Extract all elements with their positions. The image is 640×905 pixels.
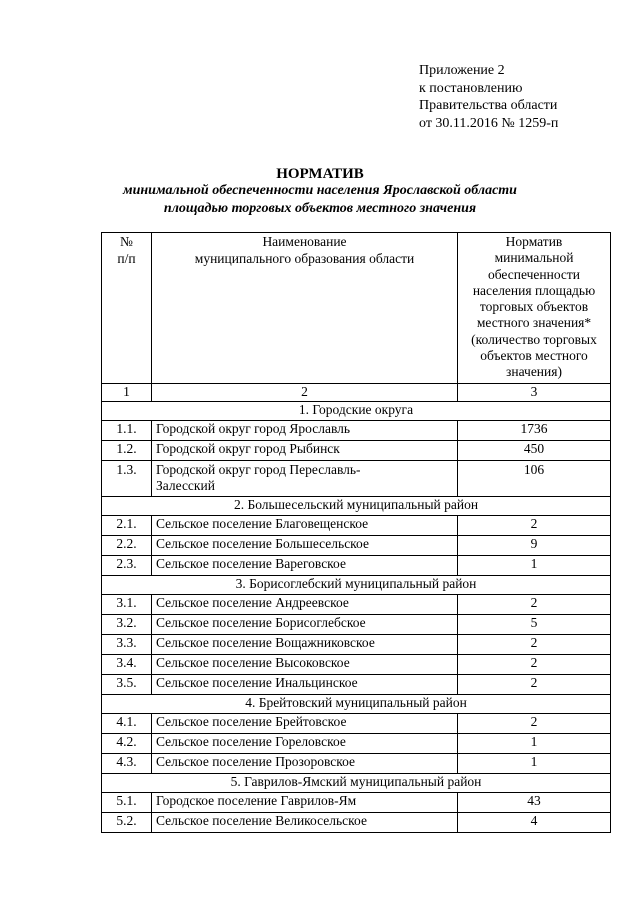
row-municipality: Городской округ город Ярославль xyxy=(152,420,458,440)
row-normative-value: 2 xyxy=(458,674,611,694)
row-number: 4.3. xyxy=(102,753,152,773)
row-municipality: Сельское поселение Вареговское xyxy=(152,555,458,575)
table-row xyxy=(102,634,611,654)
row-municipality: Сельское поселение Высоковское xyxy=(152,654,458,674)
column-number: 1 xyxy=(102,383,152,401)
table-row xyxy=(102,594,611,614)
section-row xyxy=(102,496,611,515)
document-subtitle: площадью торговых объектов местного значения xyxy=(163,201,477,216)
table-row xyxy=(102,555,611,575)
table-row xyxy=(102,614,611,634)
row-normative-value: 43 xyxy=(458,792,611,812)
row-number: 2.1. xyxy=(102,515,152,535)
section-title: 2. Большесельский муниципальный район xyxy=(102,496,611,515)
row-municipality: Сельское поселение Борисоглебское xyxy=(152,614,458,634)
row-municipality: Сельское поселение Прозоровское xyxy=(152,753,458,773)
row-normative-value: 106 xyxy=(458,460,611,496)
row-normative-value: 2 xyxy=(458,594,611,614)
row-normative-value: 4 xyxy=(458,812,611,832)
row-municipality: Городское поселение Гаврилов-Ям xyxy=(152,792,458,812)
normative-table xyxy=(101,232,611,833)
row-normative-value: 2 xyxy=(458,515,611,535)
row-normative-value: 1 xyxy=(458,753,611,773)
table-row xyxy=(102,515,611,535)
section-title: 3. Борисоглебский муниципальный район xyxy=(102,575,611,594)
row-normative-value: 1736 xyxy=(458,420,611,440)
document-subtitle: минимальной обеспеченности населения Ярославской области xyxy=(123,183,517,198)
document-title: НОРМАТИВ xyxy=(276,166,364,182)
row-normative-value: 2 xyxy=(458,634,611,654)
row-normative-value: 1 xyxy=(458,733,611,753)
table-row xyxy=(102,713,611,733)
row-number: 1.3. xyxy=(102,460,152,496)
row-normative-value: 450 xyxy=(458,440,611,460)
appendix-block xyxy=(419,62,558,132)
row-municipality: Городской округ город Рыбинск xyxy=(152,440,458,460)
row-municipality: Городской округ город Переславль- Залесский xyxy=(152,460,458,496)
row-number: 1.1. xyxy=(102,420,152,440)
section-row xyxy=(102,401,611,420)
section-row xyxy=(102,773,611,792)
table-row xyxy=(102,654,611,674)
row-normative-value: 9 xyxy=(458,535,611,555)
row-number: 5.2. xyxy=(102,812,152,832)
appendix-line: от 30.11.2016 № 1259-п xyxy=(419,115,559,131)
row-number: 5.1. xyxy=(102,792,152,812)
column-numbers-row xyxy=(102,383,611,401)
table-row xyxy=(102,535,611,555)
table-row xyxy=(102,812,611,832)
row-number: 3.5. xyxy=(102,674,152,694)
column-number: 3 xyxy=(458,383,611,401)
row-number: 4.2. xyxy=(102,733,152,753)
row-number: 1.2. xyxy=(102,440,152,460)
row-normative-value: 1 xyxy=(458,555,611,575)
header-number: № п/п xyxy=(102,233,152,384)
row-number: 4.1. xyxy=(102,713,152,733)
header-municipality: Наименование муниципального образования области xyxy=(152,233,458,384)
row-municipality: Сельское поселение Большесельское xyxy=(152,535,458,555)
row-municipality: Сельское поселение Благовещенское xyxy=(152,515,458,535)
table-header-row xyxy=(102,233,611,384)
row-normative-value: 5 xyxy=(458,614,611,634)
row-number: 3.2. xyxy=(102,614,152,634)
table-row xyxy=(102,460,611,496)
table-row xyxy=(102,420,611,440)
header-normative: Норматив минимальной обеспеченности населения площадью торговых объектов местного значения* (количество торговых объектов местного значения) xyxy=(458,233,611,384)
row-number: 3.1. xyxy=(102,594,152,614)
row-municipality: Сельское поселение Брейтовское xyxy=(152,713,458,733)
table-row xyxy=(102,674,611,694)
appendix-line: Правительства области xyxy=(419,98,558,113)
row-number: 3.3. xyxy=(102,634,152,654)
table-row xyxy=(102,440,611,460)
row-municipality: Сельское поселение Вощажниковское xyxy=(152,634,458,654)
column-number: 2 xyxy=(152,383,458,401)
row-municipality: Сельское поселение Андреевское xyxy=(152,594,458,614)
row-normative-value: 2 xyxy=(458,713,611,733)
table-row xyxy=(102,733,611,753)
row-municipality: Сельское поселение Великосельское xyxy=(152,812,458,832)
section-row xyxy=(102,575,611,594)
section-title: 1. Городские округа xyxy=(102,401,611,420)
row-number: 2.2. xyxy=(102,535,152,555)
row-number: 2.3. xyxy=(102,555,152,575)
appendix-line: Приложение 2 xyxy=(419,63,505,78)
row-normative-value: 2 xyxy=(458,654,611,674)
section-title: 5. Гаврилов-Ямский муниципальный район xyxy=(102,773,611,792)
row-number: 3.4. xyxy=(102,654,152,674)
section-row xyxy=(102,694,611,713)
row-municipality: Сельское поселение Инальцинское xyxy=(152,674,458,694)
row-municipality: Сельское поселение Гореловское xyxy=(152,733,458,753)
table-row xyxy=(102,792,611,812)
appendix-line: к постановлению xyxy=(419,80,523,96)
table-row xyxy=(102,753,611,773)
section-title: 4. Брейтовский муниципальный район xyxy=(102,694,611,713)
